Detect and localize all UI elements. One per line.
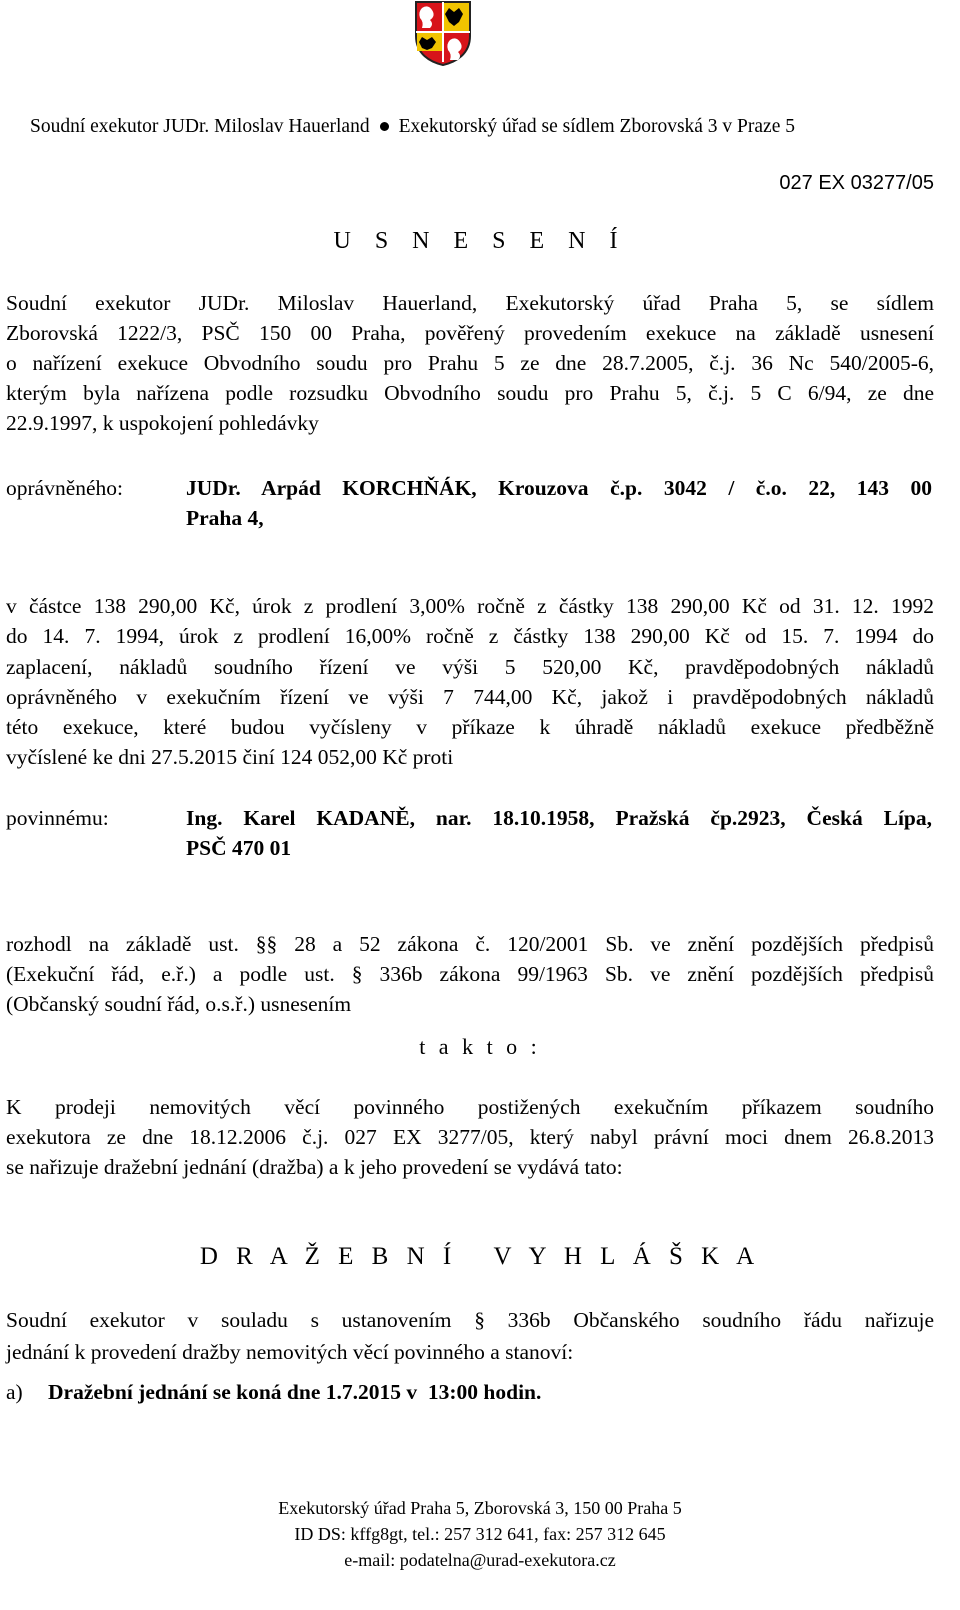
creditor-line-1: JUDr. Arpád KORCHŇÁK, Krouzova č.p. 3042 / č.o. 22, 143 00	[186, 476, 932, 500]
decision-line-3: (Občanský soudní řád, o.s.ř.) usnesením	[6, 992, 352, 1016]
item-a-text: Dražební jednání se koná dne 1.7.2015 v 13:00 hodin.	[48, 1380, 542, 1404]
state-emblem-icon	[414, 0, 472, 66]
office-header	[30, 116, 795, 138]
amount-line-6: vyčíslené ke dni 27.5.2015 činí 124 052,00 Kč proti	[6, 745, 454, 769]
order-line-1: K prodeji nemovitých věcí povinného postižených exekučním příkazem soudního	[6, 1095, 934, 1119]
amount-line-4: oprávněného v exekučním řízení ve výši 7 744,00 Kč, jakož i pravděpodobných nákladů	[6, 685, 934, 709]
creditor-line-2: Praha 4,	[186, 506, 264, 530]
intro-line-2: Zborovská 1222/3, PSČ 150 00 Praha, pověřený provedením exekuce na základě usnesení	[6, 321, 934, 345]
footer-address: Exekutorský úřad Praha 5, Zborovská 3, 150 00 Praha 5	[278, 1498, 682, 1518]
amount-line-2: do 14. 7. 1994, úrok z prodlení 16,00% ročně z částky 138 290,00 Kč od 15. 7. 1994 do	[6, 624, 934, 648]
document-title: U S N E S E N Í	[333, 228, 627, 254]
intro-line-4: kterým byla nařízena podle rozsudku Obvodního soudu pro Prahu 5, č.j. 5 C 6/94, ze dne	[6, 381, 934, 405]
header-office-address: Exekutorský úřad se sídlem Zborovská 3 v Praze 5	[398, 116, 795, 137]
order-line-3: se nařizuje dražební jednání (dražba) a k jeho provedení se vydává tato:	[6, 1155, 623, 1179]
amount-line-1: v částce 138 290,00 Kč, úrok z prodlení 3,00% ročně z částky 138 290,00 Kč od 31. 12. 1992	[6, 594, 934, 618]
creditor-label: oprávněného:	[6, 476, 124, 500]
footer-email: e-mail: podatelna@urad-exekutora.cz	[344, 1550, 616, 1570]
bullet-separator-icon	[380, 122, 389, 131]
header-executor-name: Soudní exekutor JUDr. Miloslav Hauerland	[30, 116, 370, 137]
footer-contacts: ID DS: kffg8gt, tel.: 257 312 641, fax: 257 312 645	[294, 1524, 666, 1544]
amount-line-3: zaplacení, nákladů soudního řízení ve výši 5 520,00 Kč, pravděpodobných nákladů	[6, 655, 934, 679]
amount-line-5: této exekuce, které budou vyčísleny v příkaze k úhradě nákladů exekuce předběžně	[6, 715, 934, 739]
intro-line-5: 22.9.1997, k uspokojení pohledávky	[6, 411, 319, 435]
announcement-line-2: jednání k provedení dražby nemovitých věcí povinného a stanoví:	[6, 1340, 574, 1364]
decision-line-2: (Exekuční řád, e.ř.) a podle ust. § 336b zákona 99/1963 Sb. ve znění pozdějších předpisů	[6, 962, 934, 986]
intro-line-3: o nařízení exekuce Obvodního soudu pro Prahu 5 ze dne 28.7.2005, č.j. 36 Nc 540/2005-6,	[6, 351, 934, 375]
item-a-marker: a)	[6, 1380, 23, 1404]
debtor-label: povinnému:	[6, 806, 109, 830]
decision-line-1: rozhodl na základě ust. §§ 28 a 52 zákona č. 120/2001 Sb. ve znění pozdějších předpisů	[6, 932, 934, 956]
intro-line-1: Soudní exekutor JUDr. Miloslav Hauerland, Exekutorský úřad Praha 5, se sídlem	[6, 291, 934, 315]
announcement-line-1: Soudní exekutor v souladu s ustanovením § 336b Občanského soudního řádu nařizuje	[6, 1308, 934, 1332]
debtor-line-1: Ing. Karel KADANĚ, nar. 18.10.1958, Pražská čp.2923, Česká Lípa,	[186, 806, 932, 830]
debtor-line-2: PSČ 470 01	[186, 836, 292, 860]
takto-heading: t a k t o :	[419, 1034, 541, 1059]
case-number: 027 EX 03277/05	[779, 172, 934, 194]
auction-notice-heading: D R A Ž E B N Í V Y H L Á Š K A	[199, 1243, 761, 1270]
order-line-2: exekutora ze dne 18.12.2006 č.j. 027 EX 3277/05, který nabyl právní moci dnem 26.8.2013	[6, 1125, 934, 1149]
